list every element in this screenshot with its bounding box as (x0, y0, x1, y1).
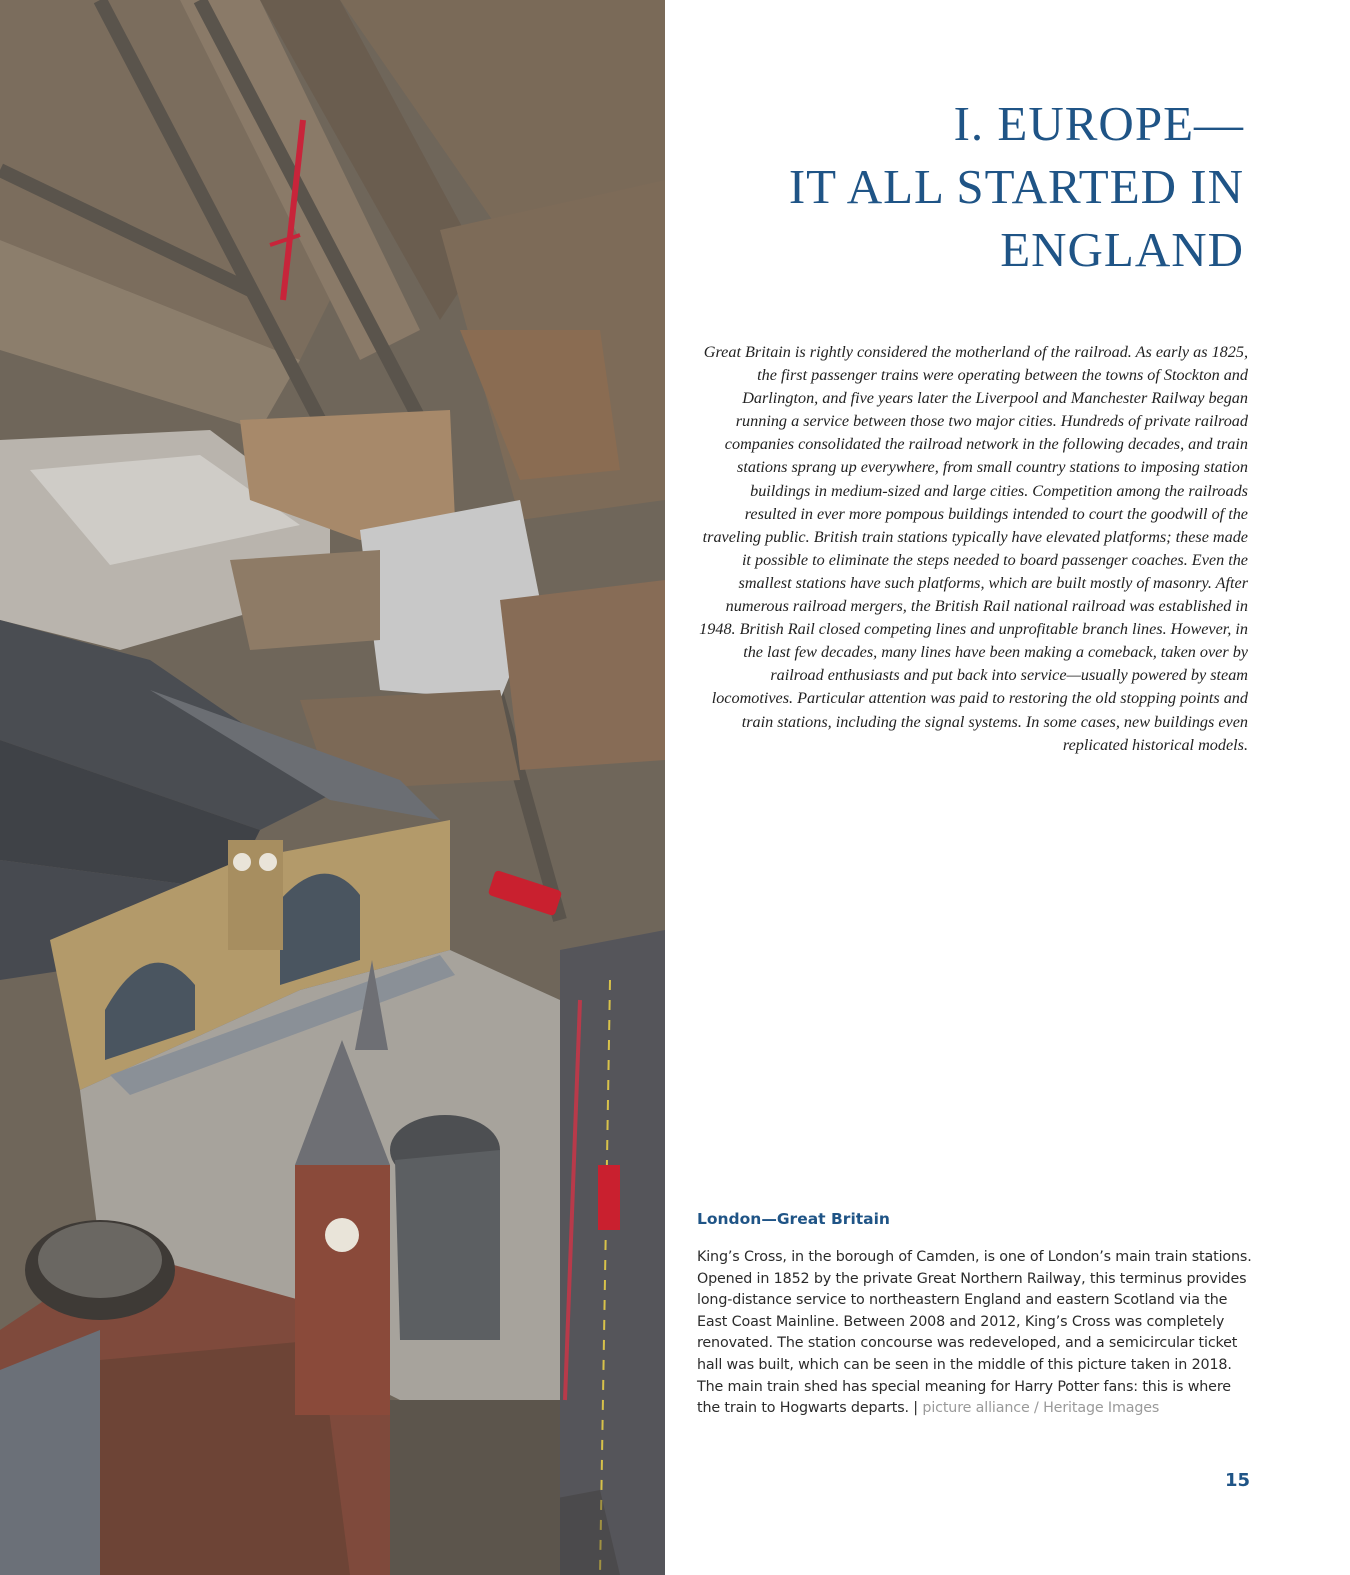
chapter-title-line: I. EUROPE— (953, 96, 1244, 151)
chapter-title-line: IT ALL STARTED IN (788, 159, 1244, 214)
photo-caption (697, 1247, 1257, 1420)
aerial-photo-kings-cross (0, 0, 665, 1575)
caption-heading: London—Great Britain (697, 1210, 890, 1228)
chapter-title-line: ENGLAND (1000, 222, 1244, 277)
caption-text: King’s Cross, in the borough of Camden, is one of London’s main train stations. Opened in 1852 by the private Great Northern Railway, this terminus provides long-distance service to northeastern England and eastern Scotland via the East Coast Mainline. Between 2008 and 2012, King’s Cross was completely renovated. The station concourse was redeveloped, and a semicircular ticket hall was built, which can be seen in the middle of this picture taken in 2018. The main train shed has special meaning for Harry Potter fans: this is where the train to Hogwarts departs. | (697, 1249, 1252, 1417)
chapter-title (684, 92, 1244, 281)
photo-credit: picture alliance / Heritage Images (922, 1400, 1160, 1417)
page-number: 15 (1224, 1470, 1250, 1491)
aerial-photo-drawing (0, 0, 665, 1575)
intro-paragraph: Great Britain is rightly considered the motherland of the railroad. As early as 1825, the first passenger trains were operating between the towns of Stockton and Darlington, and five years later the Liverpool and Manchester Railway began running a service between those two major cities. Hundreds of private railroad companies consolidated the railroad network in the following decades, and train stations sprang up everywhere, from small country stations to imposing station buildings in medium-sized and large cities. Competition among the railroads resulted in ever more pompous buildings intended to court the goodwill of the traveling public. British train stations typically have elevated platforms; these made it possible to eliminate the steps needed to board passenger coaches. Even the smallest stations have such platforms, which are built mostly of masonry. After numerous railroad mergers, the British Rail national railroad was established in 1948. British Rail closed competing lines and unprofitable branch lines. However, in the last few decades, many lines have been making a comeback, taken over by railroad enthusiasts and put back into service—usually powered by steam locomotives. Particular attention was paid to restoring the old stopping points and train stations, including the signal systems. In some cases, new buildings even replicated historical models. (699, 343, 1248, 754)
